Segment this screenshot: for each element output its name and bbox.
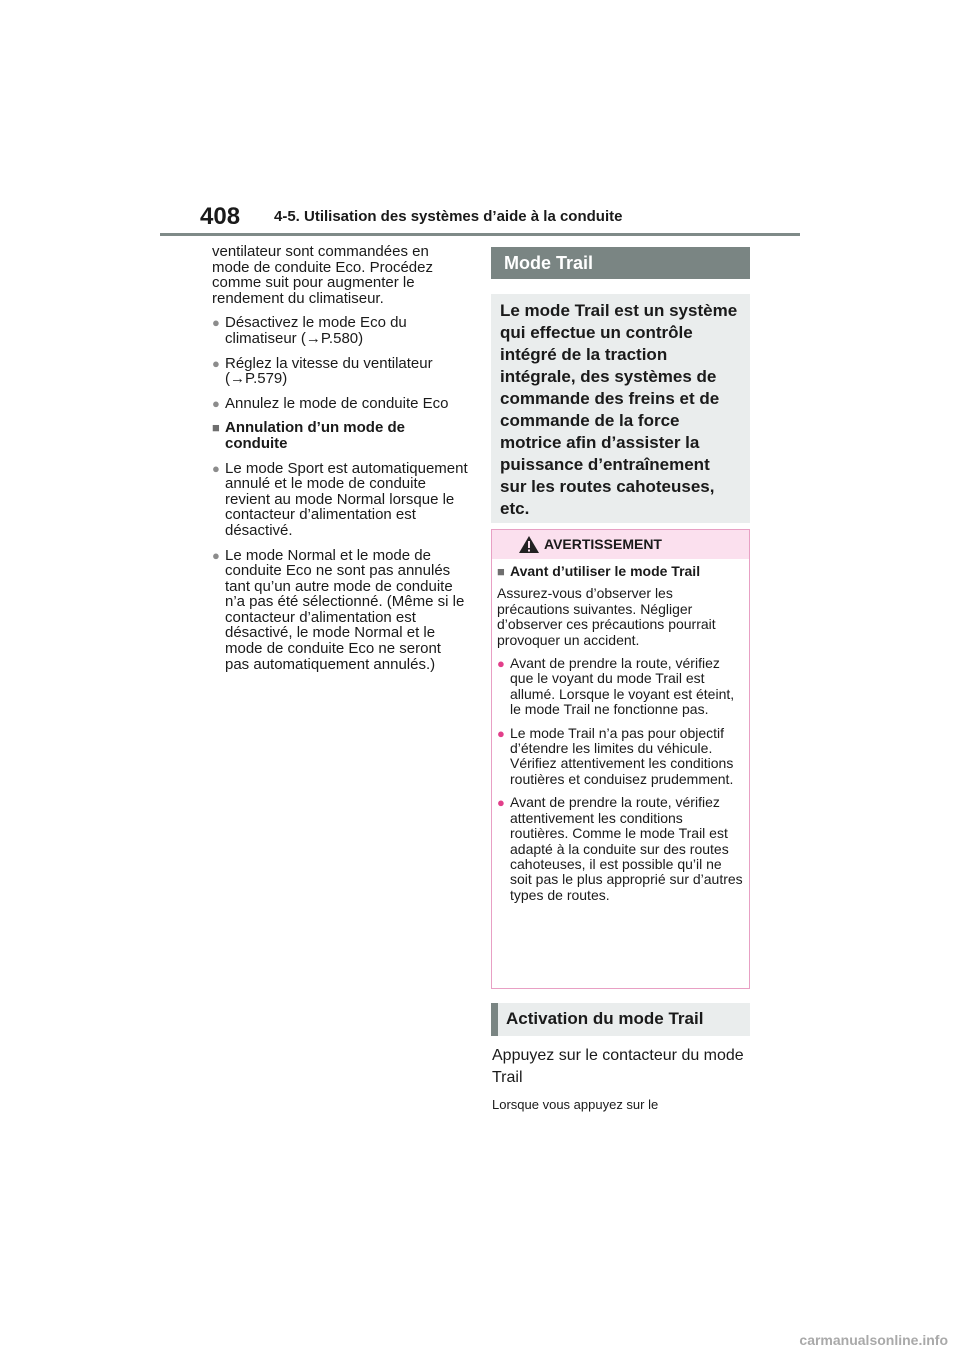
warning-label: AVERTISSEMENT [544, 536, 662, 552]
warning-triangle-icon [519, 536, 539, 553]
list-item: ● Le mode Normal et le mode de conduite Eco ne sont pas annulés tant qu’un autre mode de conduite n’a pas été sélectionné. (Même si le contacteur d’alimentation est désactivé, le mode Normal et le mode de conduite Eco ne seront pas automatiquement annulés.) [212, 546, 465, 673]
mode-trail-intro: Le mode Trail est un système qui effectue un contrôle intégré de la traction intégrale, des systèmes de commande des freins et de commande de la force motrice afin d’assister la puissance d’entraînement sur les routes cahoteuses, etc. [491, 294, 750, 523]
page-reference-link[interactable]: →P.579 [230, 370, 283, 388]
list-item: ● Réglez la vitesse du ventilateur (→P.579) [212, 354, 433, 388]
warning-header [492, 530, 749, 559]
list-item: ● Désactivez le mode Eco du climatiseur (→P.580) [212, 314, 407, 347]
intro-paragraph: ventilateur sont commandées en mode de conduite Eco. Procédez comme suit pour augmenter le rendement du climatiseur. [212, 243, 433, 307]
bullet-dot-icon: ● [212, 355, 220, 371]
bullet-dot-icon: ● [212, 547, 220, 563]
bullet-dot-icon: ● [212, 395, 220, 411]
activation-header: Activation du mode Trail [491, 1003, 750, 1036]
bullet-dot-icon: ● [497, 795, 505, 811]
warning-intro: Assurez-vous d’observer les précautions suivantes. Négliger d’observer ces précautions pourrait provoquer un accident. [497, 585, 716, 648]
warning-subheading: ■ Avant d’utiliser le mode Trail [497, 563, 701, 579]
warning-box [491, 529, 750, 989]
bullet-dot-icon: ● [497, 656, 505, 672]
instruction: Appuyez sur le contacteur du mode Trail [492, 1047, 744, 1086]
header-rule [160, 233, 800, 236]
warning-body [492, 559, 749, 903]
list-item: ● Annulez le mode de conduite Eco [212, 394, 449, 412]
square-bullet-icon: ■ [497, 564, 505, 579]
list-item: ● Avant de prendre la route, vérifiez attentivement les conditions routières. Comme le mode Trail est adapté à la conduite sur des routes cahoteuses, il est possible qu’il ne soit pas le plus approprié sur d’autres types de routes. [497, 794, 743, 903]
watermark: carmanualsonline.info [799, 1332, 948, 1348]
subheading-cancel-mode: ■ Annulation d’un mode de conduite [212, 419, 405, 452]
page-number: 408 [200, 203, 241, 230]
instruction-sub: Lorsque vous appuyez sur le [492, 1097, 659, 1112]
list-item: ● Le mode Sport est automatiquement annulé et le mode de conduite revient au mode Normal lorsque le contacteur d’alimentation est désactivé. [212, 459, 468, 539]
bullet-dot-icon: ● [212, 460, 220, 476]
page-reference-link[interactable]: →P.580 [305, 329, 359, 347]
section-title: 4-5. Utilisation des systèmes d’aide à la conduite [274, 208, 623, 225]
list-item: ● Avant de prendre la route, vérifiez que le voyant du mode Trail est allumé. Lorsque le voyant est éteint, le mode Trail ne fonctionne pas. [497, 655, 735, 718]
bullet-dot-icon: ● [212, 315, 220, 331]
square-bullet-icon: ■ [212, 420, 220, 436]
left-column [212, 244, 468, 681]
list-item: ● Le mode Trail n’a pas pour objectif d’étendre les limites du véhicule. Vérifiez attentivement les conditions routières et conduisez prudemment. [497, 724, 734, 787]
bullet-dot-icon: ● [497, 725, 505, 741]
mode-trail-header: Mode Trail [491, 247, 750, 279]
